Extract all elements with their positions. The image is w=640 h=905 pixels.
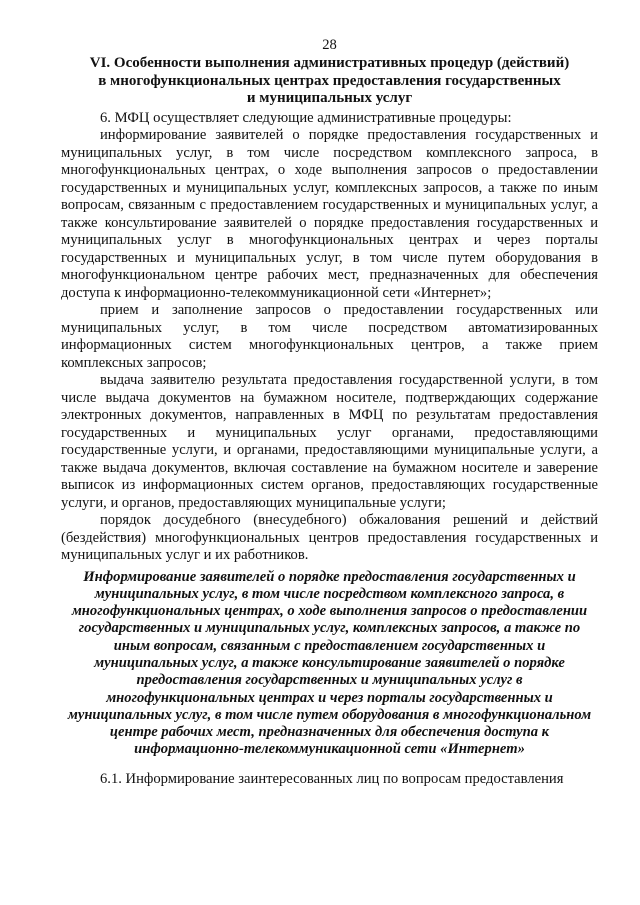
subsection-heading: Информирование заявителей о порядке предоставления государственных и муниципальных услуг, в том числе посредством комплексного запроса, в многофункциональных центрах, о ходе выполнения запросов о предоставлении государственных и муниципальных услуг, комплексных запросов, а также по иным вопросам, связанным с предоставлением государственных и муниципальных услуг, а также консультирование заявителей о порядке предоставления государственных и муниципальных услуг в многофункциональных центрах и через порталы государственных и муниципальных услуг, в том числе путем оборудования в многофункциональном центре рабочих мест, предназначенных для обеспечения доступа к информационно-телекоммуникационной сети «Интернет» (67, 568, 592, 758)
paragraph-reception: прием и заполнение запросов о предоставлении государственных или муниципальных услуг, в том числе посредством автоматизированных информационных систем многофункциональных центров, а также прием комплексных запросов; (61, 302, 598, 371)
paragraph-informing: информирование заявителей о порядке предоставления государственных и муниципальных услуг, в том числе посредством комплексного запроса, в многофункциональных центрах, о ходе выполнения запросов о предоставлении государственных и муниципальных услуг, комплексных запросов, а также по иным вопросам, связанным с предоставлением государственных и муниципальных услуг, а также консультирование заявителей о порядке предоставления государственных и муниципальных услуг в многофункциональных центрах и через порталы государственных и муниципальных услуг, в том числе путем оборудования в многофункциональном центре рабочих мест, предназначенных для обеспечения доступа к информационно-телекоммуникационной сети «Интернет»; (61, 127, 598, 301)
paragraph-appeal: порядок досудебного (внесудебного) обжалования решений и действий (бездействия) многофункциональных центров предоставления государственных и муниципальных услуг и их работников. (61, 512, 598, 563)
document-page (61, 0, 598, 788)
section-title-line: VI. Особенности выполнения административных процедур (действий) (89, 55, 570, 71)
paragraph-6-1: 6.1. Информирование заинтересованных лиц по вопросам предоставления (100, 770, 564, 787)
paragraph-intro: 6. МФЦ осуществляет следующие административные процедуры: (100, 109, 512, 126)
section-title-line: и муниципальных услуг (246, 90, 413, 106)
paragraph-issuance: выдача заявителю результата предоставления государственной услуги, в том числе выдача документов на бумажном носителе, подтверждающих содержание электронных документов, направленных в МФЦ по результатам предоставления государственных и муниципальных услуг органами, предоставляющими государственные услуги, и органами, предоставляющими муниципальные услуги, а также выдача документов, включая составление на бумажном носителе и заверение выписок из информационных систем органов, предоставляющих государственные услуги, и органов, предоставляющих муниципальные услуги; (61, 372, 598, 511)
section-title (61, 55, 598, 108)
page-number: 28 (322, 37, 337, 53)
section-title-line: в многофункциональных центрах предоставления государственных (98, 72, 561, 89)
